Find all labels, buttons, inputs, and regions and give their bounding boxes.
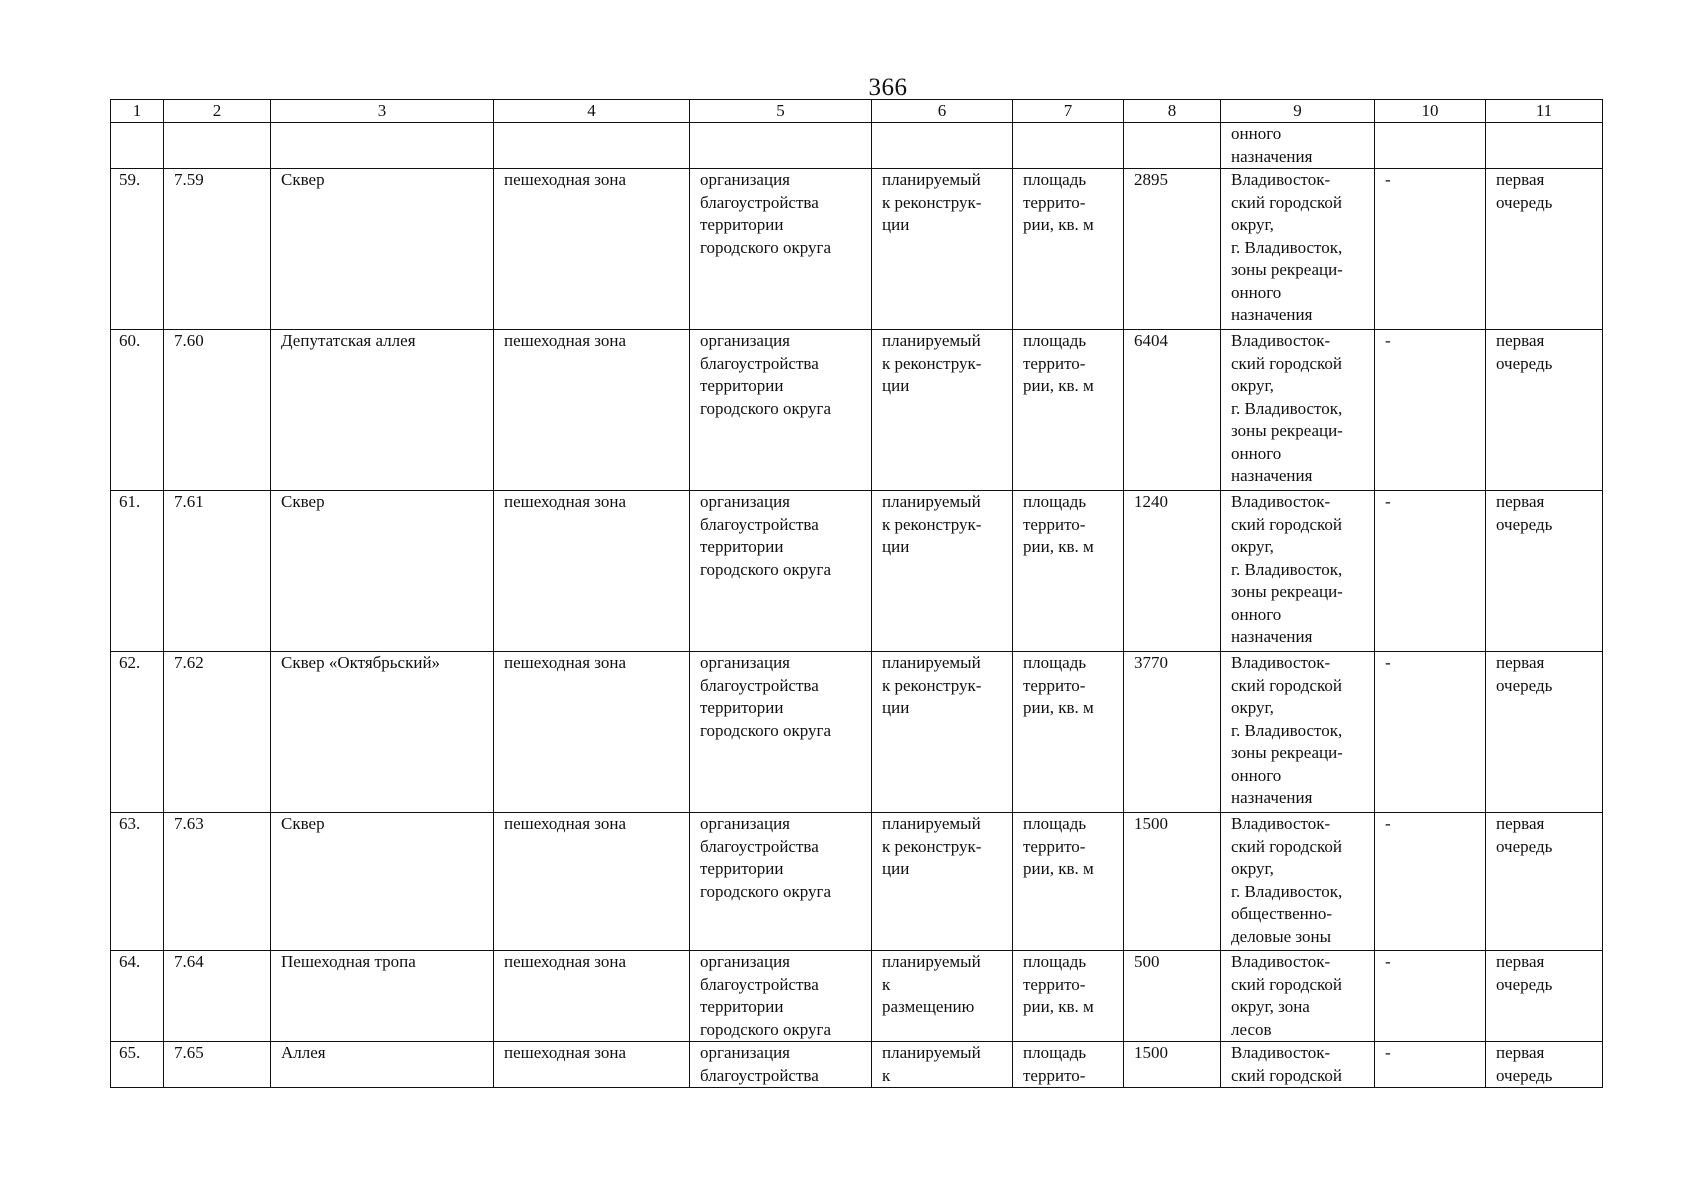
col10-cell: -: [1375, 330, 1486, 491]
code-cell: 7.65: [164, 1042, 271, 1088]
row-number-cell: 60.: [111, 330, 164, 491]
header-row: [111, 100, 1603, 123]
table-cell: [1375, 123, 1486, 169]
row-number-cell: 61.: [111, 491, 164, 652]
location-cell: Владивосток- ский городской: [1221, 1042, 1375, 1088]
stage-cell: первая очередь: [1486, 1042, 1603, 1088]
purpose-cell: организация благоустройства территории городского округа: [690, 491, 872, 652]
column-header: 6: [872, 100, 1013, 123]
location-cell: Владивосток- ский городской округ, зона лесов: [1221, 951, 1375, 1042]
column-header: 4: [494, 100, 690, 123]
stage-cell: первая очередь: [1486, 491, 1603, 652]
col10-cell: -: [1375, 652, 1486, 813]
table-cell: [1486, 123, 1603, 169]
type-cell: пешеходная зона: [494, 951, 690, 1042]
object-name-cell: Пешеходная тропа: [271, 951, 494, 1042]
type-cell: пешеходная зона: [494, 813, 690, 951]
column-header: 5: [690, 100, 872, 123]
table-cell: [1013, 123, 1124, 169]
code-cell: 7.64: [164, 951, 271, 1042]
table-row: [111, 491, 1603, 652]
continuation-row: [111, 123, 1603, 169]
status-cell: планируемый к реконструк- ции: [872, 169, 1013, 330]
type-cell: пешеходная зона: [494, 1042, 690, 1088]
value-cell: 1240: [1124, 491, 1221, 652]
purpose-cell: организация благоустройства территории городского округа: [690, 330, 872, 491]
column-header: 9: [1221, 100, 1375, 123]
value-cell: 6404: [1124, 330, 1221, 491]
column-header: 3: [271, 100, 494, 123]
type-cell: пешеходная зона: [494, 330, 690, 491]
col10-cell: -: [1375, 951, 1486, 1042]
table-cell: [872, 123, 1013, 169]
code-cell: 7.60: [164, 330, 271, 491]
purpose-cell: организация благоустройства территории городского округа: [690, 652, 872, 813]
table-cell: [690, 123, 872, 169]
column-header: 1: [111, 100, 164, 123]
value-cell: 500: [1124, 951, 1221, 1042]
column-header: 8: [1124, 100, 1221, 123]
table-cell: [164, 123, 271, 169]
purpose-cell: организация благоустройства территории городского округа: [690, 813, 872, 951]
object-name-cell: Сквер «Октябрьский»: [271, 652, 494, 813]
object-name-cell: Сквер: [271, 813, 494, 951]
col10-cell: -: [1375, 813, 1486, 951]
col10-cell: -: [1375, 169, 1486, 330]
table-row: [111, 1042, 1603, 1088]
location-cell: Владивосток- ский городской округ, г. Владивосток, общественно- деловые зоны: [1221, 813, 1375, 951]
status-cell: планируемый к реконструк- ции: [872, 491, 1013, 652]
characteristic-cell: площадь террито- рии, кв. м: [1013, 652, 1124, 813]
status-cell: планируемый к размещению: [872, 951, 1013, 1042]
object-name-cell: Сквер: [271, 491, 494, 652]
column-header: 7: [1013, 100, 1124, 123]
characteristic-cell: площадь террито- рии, кв. м: [1013, 951, 1124, 1042]
stage-cell: первая очередь: [1486, 951, 1603, 1042]
column-header: 2: [164, 100, 271, 123]
column-header: 11: [1486, 100, 1603, 123]
stage-cell: первая очередь: [1486, 813, 1603, 951]
stage-cell: первая очередь: [1486, 169, 1603, 330]
table-row: [111, 330, 1603, 491]
value-cell: 3770: [1124, 652, 1221, 813]
status-cell: планируемый к реконструк- ции: [872, 813, 1013, 951]
type-cell: пешеходная зона: [494, 491, 690, 652]
type-cell: пешеходная зона: [494, 169, 690, 330]
value-cell: 2895: [1124, 169, 1221, 330]
row-number-cell: 62.: [111, 652, 164, 813]
status-cell: планируемый к: [872, 1042, 1013, 1088]
location-cell: Владивосток- ский городской округ, г. Владивосток, зоны рекреаци- онного назначения: [1221, 169, 1375, 330]
value-cell: 1500: [1124, 1042, 1221, 1088]
location-cell: Владивосток- ский городской округ, г. Владивосток, зоны рекреаци- онного назначения: [1221, 491, 1375, 652]
stage-cell: первая очередь: [1486, 652, 1603, 813]
characteristic-cell: площадь террито- рии, кв. м: [1013, 813, 1124, 951]
code-cell: 7.62: [164, 652, 271, 813]
location-cell: Владивосток- ский городской округ, г. Владивосток, зоны рекреаци- онного назначения: [1221, 652, 1375, 813]
code-cell: 7.63: [164, 813, 271, 951]
object-name-cell: Сквер: [271, 169, 494, 330]
data-table: [110, 99, 1603, 1088]
object-name-cell: Аллея: [271, 1042, 494, 1088]
code-cell: 7.61: [164, 491, 271, 652]
value-cell: 1500: [1124, 813, 1221, 951]
table-row: [111, 169, 1603, 330]
characteristic-cell: площадь террито- рии, кв. м: [1013, 330, 1124, 491]
purpose-cell: организация благоустройства территории городского округа: [690, 951, 872, 1042]
table-cell: [1124, 123, 1221, 169]
table-cell: онного назначения: [1221, 123, 1375, 169]
object-name-cell: Депутатская аллея: [271, 330, 494, 491]
table-cell: [111, 123, 164, 169]
table-row: [111, 813, 1603, 951]
characteristic-cell: площадь террито-: [1013, 1042, 1124, 1088]
characteristic-cell: площадь террито- рии, кв. м: [1013, 491, 1124, 652]
col10-cell: -: [1375, 491, 1486, 652]
column-header: 10: [1375, 100, 1486, 123]
table-cell: [494, 123, 690, 169]
purpose-cell: организация благоустройства: [690, 1042, 872, 1088]
status-cell: планируемый к реконструк- ции: [872, 330, 1013, 491]
table-row: [111, 951, 1603, 1042]
row-number-cell: 63.: [111, 813, 164, 951]
purpose-cell: организация благоустройства территории городского округа: [690, 169, 872, 330]
status-cell: планируемый к реконструк- ции: [872, 652, 1013, 813]
page-number: 366: [868, 74, 908, 101]
row-number-cell: 59.: [111, 169, 164, 330]
stage-cell: первая очередь: [1486, 330, 1603, 491]
code-cell: 7.59: [164, 169, 271, 330]
characteristic-cell: площадь террито- рии, кв. м: [1013, 169, 1124, 330]
location-cell: Владивосток- ский городской округ, г. Владивосток, зоны рекреаци- онного назначения: [1221, 330, 1375, 491]
type-cell: пешеходная зона: [494, 652, 690, 813]
table-cell: [271, 123, 494, 169]
row-number-cell: 65.: [111, 1042, 164, 1088]
table-row: [111, 652, 1603, 813]
col10-cell: -: [1375, 1042, 1486, 1088]
row-number-cell: 64.: [111, 951, 164, 1042]
